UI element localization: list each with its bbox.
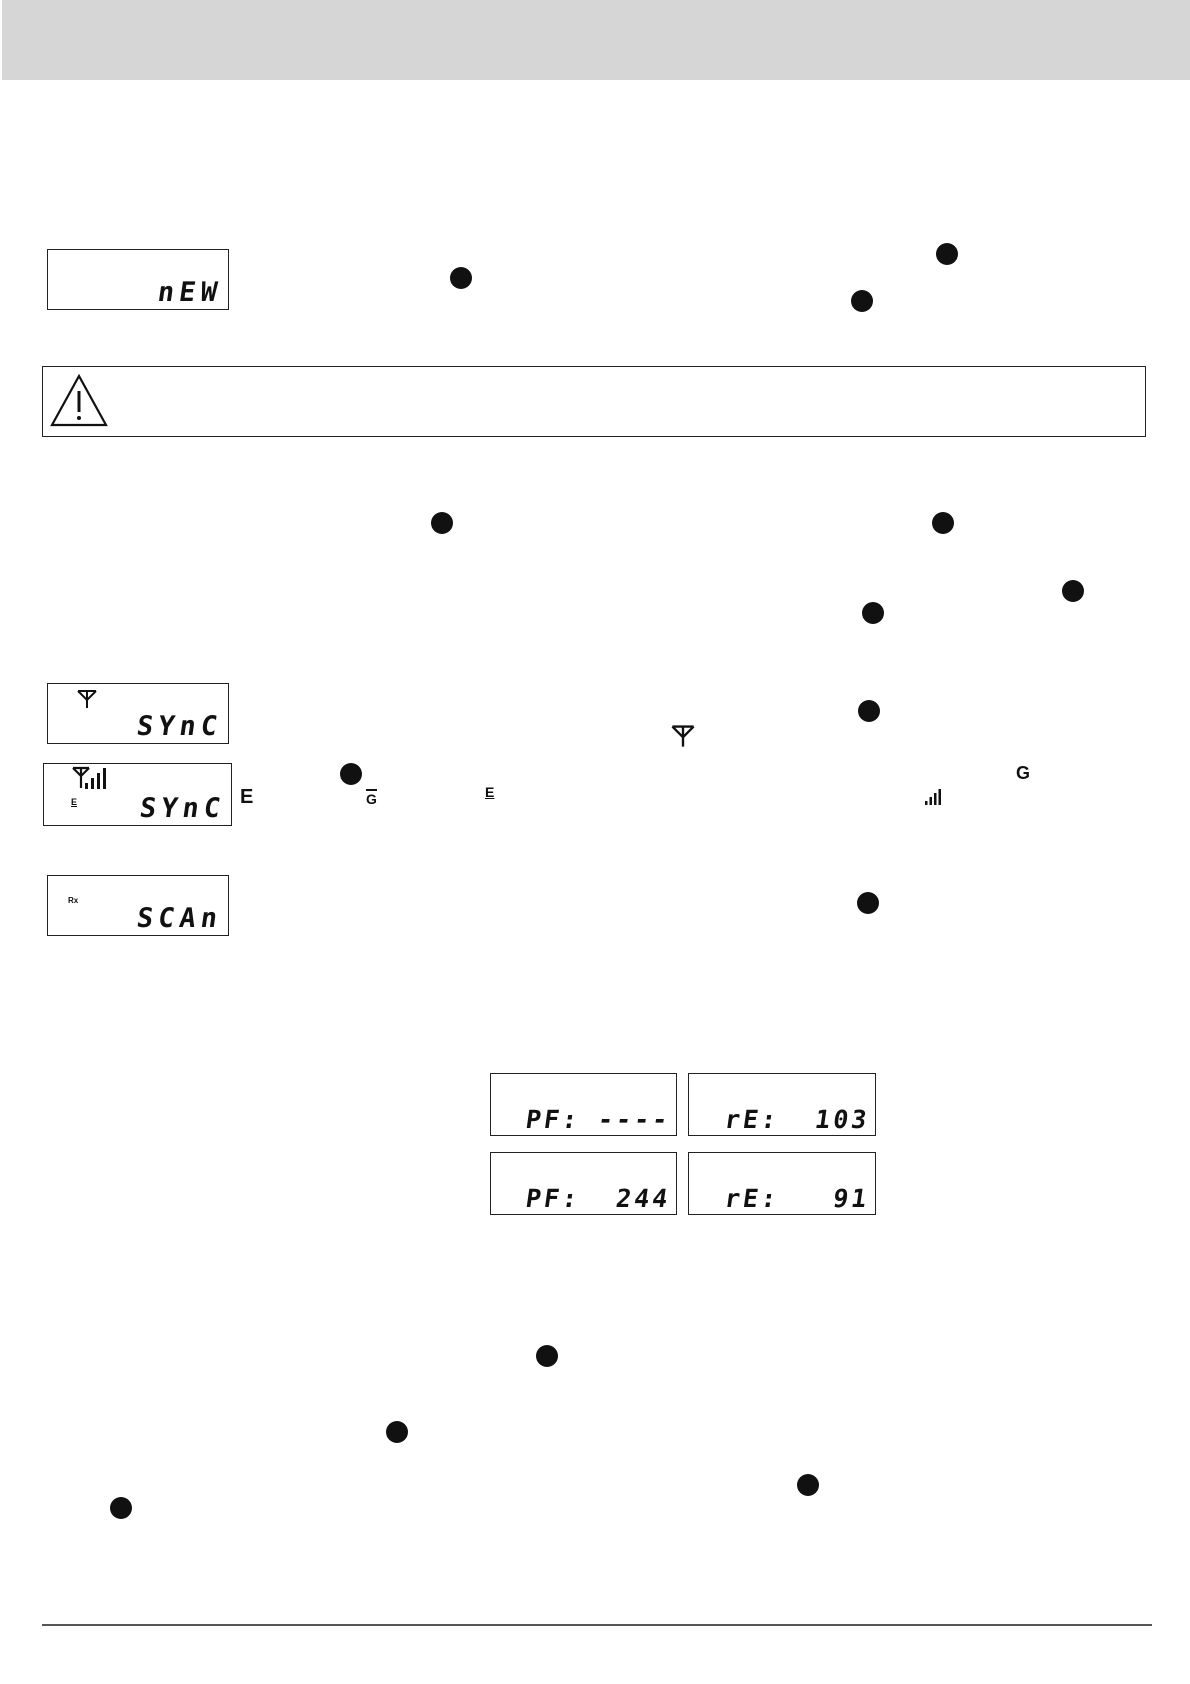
warning-box xyxy=(42,366,1146,437)
lcd-display-scan xyxy=(47,875,229,936)
lcd-text-sync: SYnC xyxy=(134,711,225,742)
antenna-icon xyxy=(76,688,98,710)
lcd-text-re-103: rE: 103 xyxy=(722,1105,872,1134)
bullet-marker xyxy=(858,700,880,722)
lcd-display-re-103 xyxy=(688,1073,876,1136)
lcd-display-new xyxy=(47,249,229,310)
lcd-display-pf-empty xyxy=(490,1073,677,1136)
lcd-text-sync-signal: SYnC xyxy=(137,793,228,824)
bullet-marker xyxy=(797,1474,819,1496)
lcd-display-sync xyxy=(47,683,229,744)
footer-rule xyxy=(42,1624,1152,1626)
g-overline-symbol: G xyxy=(366,791,377,807)
bullet-marker xyxy=(450,267,472,289)
lcd-display-sync-signal xyxy=(43,763,232,826)
bullet-marker xyxy=(340,763,362,785)
lcd-text-new: nEW xyxy=(156,277,225,308)
e-underline-symbol: E xyxy=(485,784,495,800)
antenna-signal-icon xyxy=(71,765,111,791)
bullet-marker xyxy=(386,1421,408,1443)
lcd-display-re-91 xyxy=(688,1152,876,1215)
warning-icon xyxy=(49,373,109,429)
bullet-marker xyxy=(431,512,453,534)
bullet-marker xyxy=(862,602,884,624)
bullet-marker xyxy=(857,892,879,914)
bullet-marker xyxy=(1062,580,1084,602)
lcd-text-pf-244: PF: 244 xyxy=(523,1184,673,1213)
signal-bars-icon xyxy=(925,788,943,806)
lcd-text-re-91: rE: 91 xyxy=(722,1184,872,1213)
lcd-display-pf-244 xyxy=(490,1152,677,1215)
g-letter-symbol: G xyxy=(1016,763,1031,783)
bullet-marker xyxy=(851,290,873,312)
bullet-marker xyxy=(936,243,958,265)
header-band xyxy=(2,0,1190,80)
lcd-text-scan: SCAn xyxy=(134,903,225,934)
bullet-marker xyxy=(536,1345,558,1367)
bullet-marker xyxy=(932,512,954,534)
rx-label: Rx xyxy=(68,896,79,905)
lcd-text-pf-empty: PF: ---- xyxy=(523,1105,673,1134)
bullet-marker xyxy=(110,1497,132,1519)
lcd-e-label: E xyxy=(71,797,78,807)
antenna-icon xyxy=(670,723,696,749)
e-letter-symbol: E xyxy=(240,786,254,808)
